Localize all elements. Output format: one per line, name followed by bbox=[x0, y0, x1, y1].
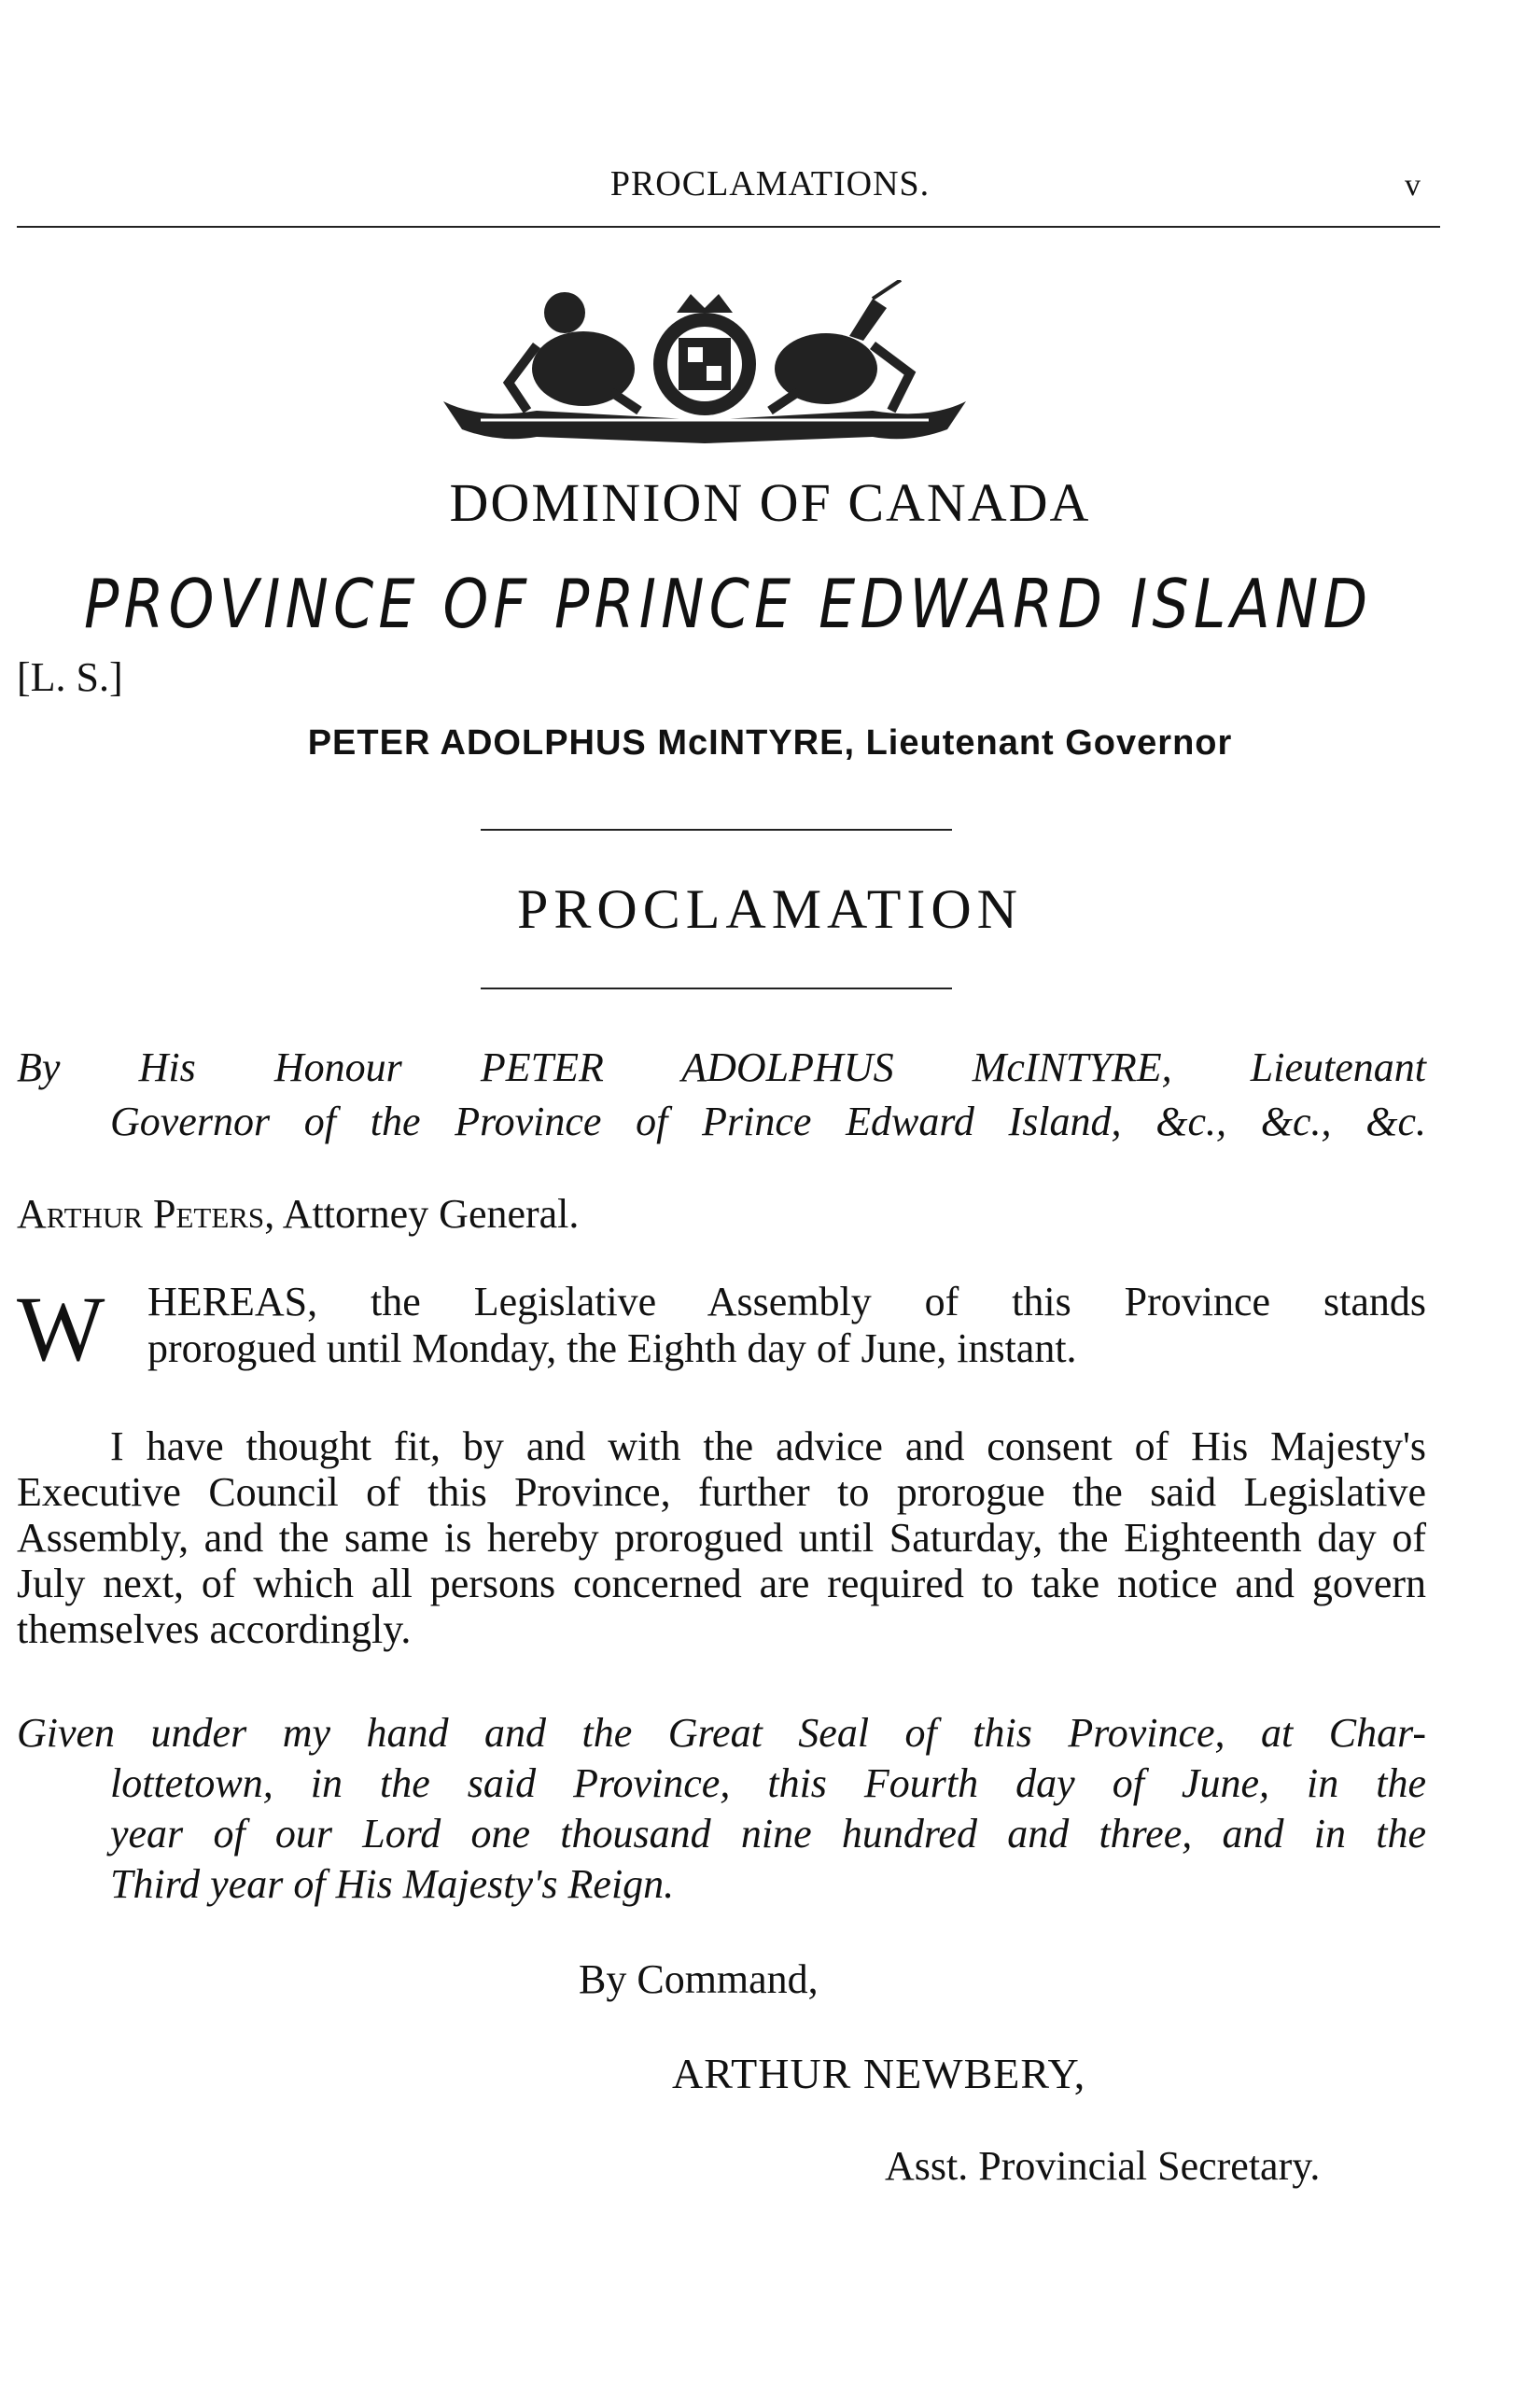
whereas-line-2: prorogued until Monday, the Eighth day of June, instant. bbox=[147, 1325, 1077, 1371]
header-rule bbox=[17, 226, 1440, 228]
given-line-2: lottetown, in the said Province, this Fourth day of June, in the bbox=[110, 1760, 1426, 1806]
given-paragraph bbox=[17, 1708, 1426, 1910]
proclamation-title: PROCLAMATION bbox=[516, 878, 1024, 940]
whereas-line-1: HEREAS, the Legislative Assembly of this Province stands bbox=[147, 1279, 1426, 1324]
attorney-general-line bbox=[17, 1190, 579, 1238]
given-line-1: Given under my hand and the Great Seal of this Province, at Char- bbox=[17, 1710, 1426, 1756]
given-line-4: Third year of His Majesty's Reign. bbox=[110, 1861, 675, 1907]
by-honour-line-1: By His Honour PETER ADOLPHUS McINTYRE, Lieutenant bbox=[17, 1044, 1426, 1090]
running-head: PROCLAMATIONS. bbox=[609, 164, 931, 203]
dominion-heading: DOMINION OF CANADA bbox=[449, 472, 1091, 533]
by-honour-paragraph bbox=[17, 1041, 1426, 1149]
attorney-role: , Attorney General. bbox=[264, 1191, 580, 1237]
royal-coat-of-arms-icon bbox=[425, 280, 985, 448]
governor-line: PETER ADOLPHUS McINTYRE, Lieutenant Governor bbox=[307, 723, 1233, 763]
body-paragraph: I have thought fit, by and with the advice and consent of His Majesty's Executive Council of this Province, further to prorogue the said Legislative Assembly, and the same is hereby prorogued until Saturday, the Eighteenth day of July next, of which all persons concerned are required to take notice and govern themselves accordingly. bbox=[17, 1423, 1426, 1652]
divider-rule-bottom bbox=[481, 988, 952, 989]
by-honour-line-2: Governor of the Province of Prince Edward Island, &c., &c., &c. bbox=[110, 1099, 1426, 1144]
drop-cap: W bbox=[17, 1277, 105, 1380]
given-line-3: year of our Lord one thousand nine hundred and three, and in the bbox=[110, 1811, 1426, 1857]
whereas-paragraph bbox=[17, 1277, 1426, 1380]
province-heading: PROVINCE OF PRINCE EDWARD ISLAND bbox=[84, 565, 1373, 643]
by-command-line: By Command, bbox=[579, 1956, 819, 2002]
seal-mark: [L. S.] bbox=[17, 654, 123, 700]
page-number: v bbox=[1405, 168, 1421, 203]
signatory-title: Asst. Provincial Secretary. bbox=[885, 2143, 1321, 2189]
attorney-name: Arthur Peters bbox=[17, 1191, 265, 1237]
signatory-name: ARTHUR NEWBERY, bbox=[672, 2050, 1086, 2097]
divider-rule-top bbox=[481, 829, 952, 831]
